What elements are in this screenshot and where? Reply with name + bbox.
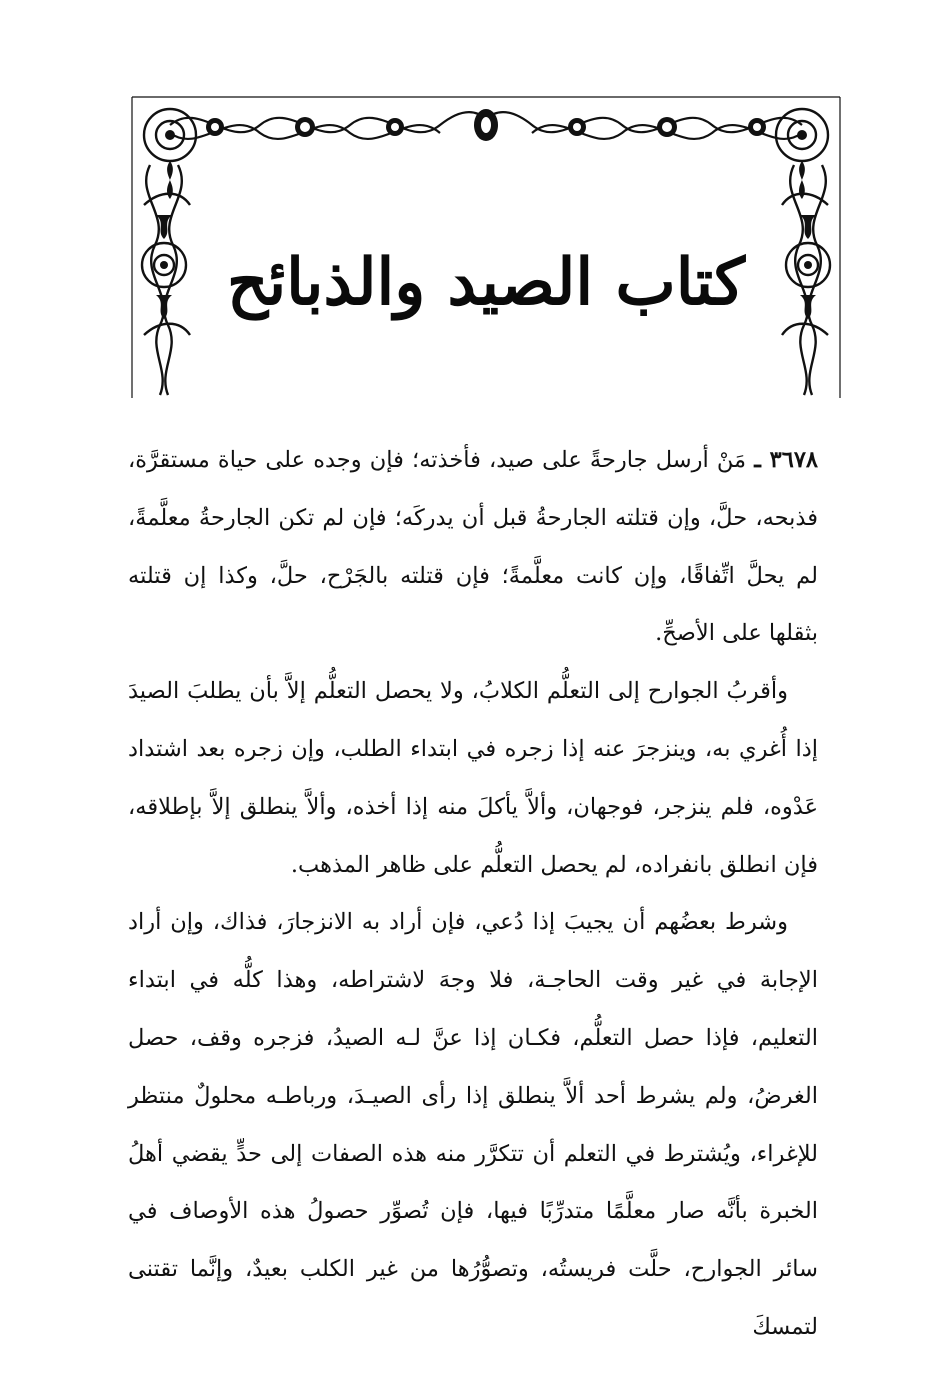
paragraph-1: [128, 432, 818, 663]
body-text: [128, 432, 818, 1357]
paragraph-3: وشرط بعضُهم أن يجيبَ إذا دُعي، فإن أراد به الانزجارَ، فذاك، وإن أراد الإجابة في غير وقت الحاجـة، فلا وجهَ لاشتراطه، وهذا كلُّه في ابتداء التعليم، فإذا حصل التعلُّم، فكـان إذا عنَّ لـه الصيدُ، فزجره وقف، حصل الغرضُ، ولم يشرط أحد ألاَّ ينطلق إذا رأى الصيـدَ، ورباطـه محلولٌ منتظر للإغراء، ويُشترط في التعلم أن تتكرَّر منه هذه الصفات إلى حدٍّ يقضي أهلُ الخبرة بأنَّه صار معلَّمًا متدرِّبًا فيها، فإن تُصوِّر حصولُ هذه الأوصاف في سائر الجوارح، حلَّت فريستُه، وتصوُّرُها من غير الكلب بعيدٌ، وإنَّما تقتنى لتمسكَ: [128, 909, 818, 1340]
paragraph-2: وأقربُ الجوارح إلى التعلُّم الكلابُ، ولا يحصل التعلُّم إلاَّ بأن يطلبَ الصيدَ إذا أُغري به، وينزجرَ عنه إذا زجره في ابتداء الطلب، وإن زجره بعد اشتداد عَدْوه، فلم ينزجر، فوجهان، وألاَّ يأكلَ منه إذا أخذه، وألاَّ ينطلق إلاَّ بإطلاقه، فإن انطلق بانفراده، لم يحصل التعلُّم على ظاهر المذهب.: [128, 678, 818, 878]
chapter-title: كتاب الصيد والذبائح: [227, 245, 745, 320]
paragraph-1-text: مَنْ أرسل جارحةً على صيد، فأخذته؛ فإن وجده على حياة مستقرَّة، فذبحه، حلَّ، وإن قتلته الجارحةُ قبل أن يدركَه؛ فإن لم تكن الجارحةُ معلَّمةً، لم يحلَّ اتِّفاقًا، وإن كانت معلَّمةً؛ فإن قتلته بالجَرْح، حلَّ، وكذا إن قتلته بثقلها على الأصحِّ.: [128, 447, 818, 647]
entry-number: ٣٦٧٨ ـ: [754, 447, 818, 473]
